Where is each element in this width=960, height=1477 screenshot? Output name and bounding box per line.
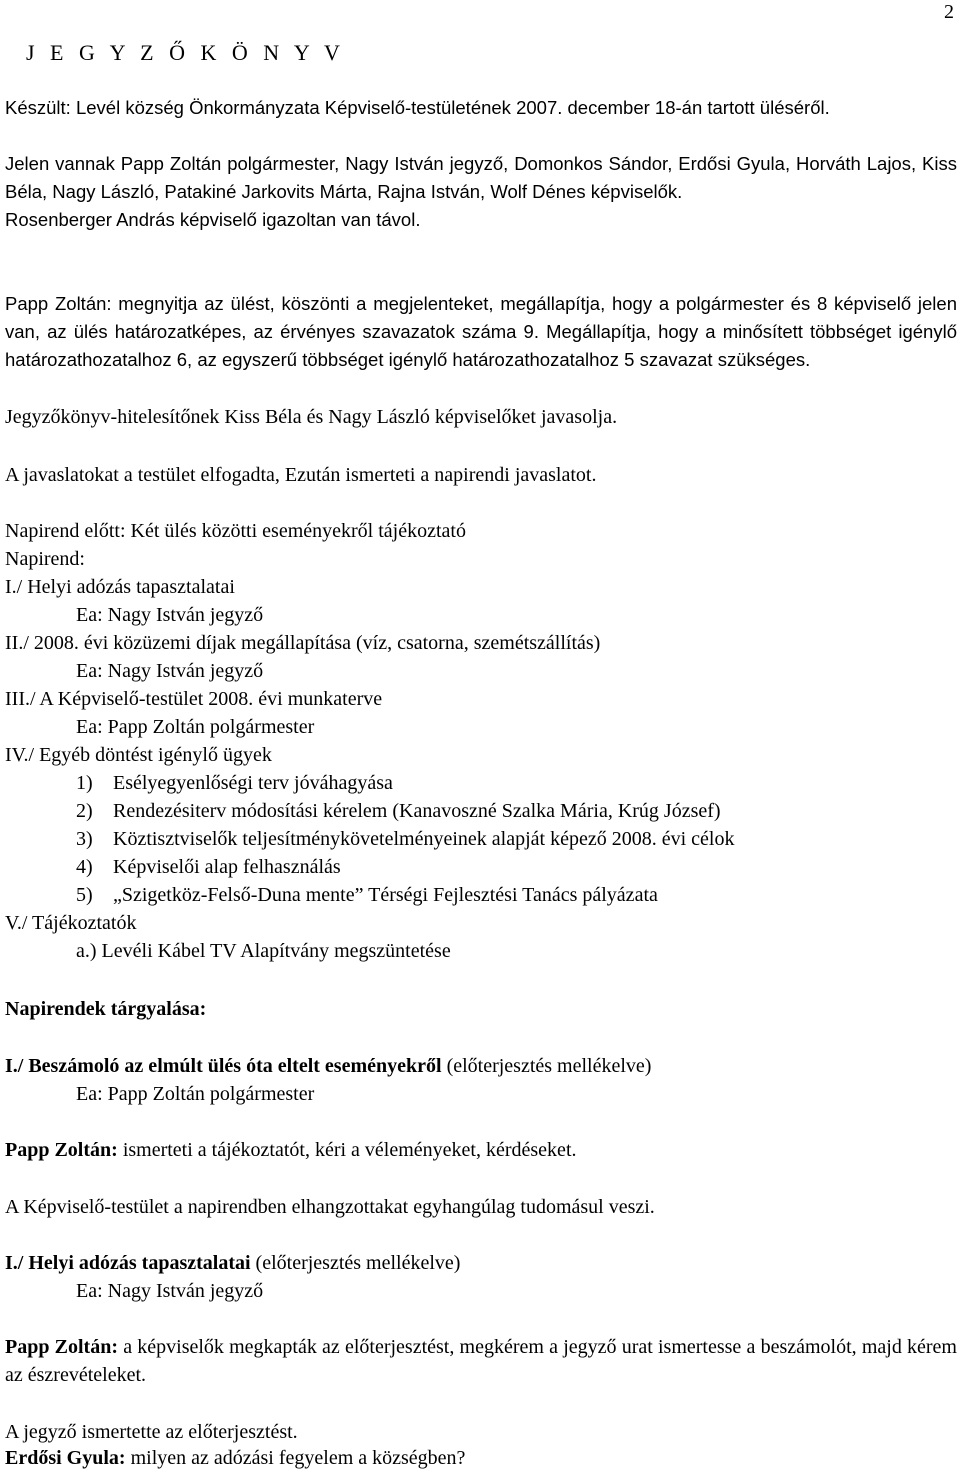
accepted-text: A javaslatokat a testület elfogadta, Ezután ismerteti a napirendi javaslatot.	[5, 464, 597, 486]
opening-certifiers: Jegyzőkönyv-hitelesítőnek Kiss Béla és Nagy László képviselőket javasolja.	[5, 406, 618, 428]
item-number: 5)	[76, 884, 93, 906]
agenda-iv-item	[76, 825, 956, 853]
speech-text: ismerteti a tájékoztatót, kéri a véleményeket, kérdéseket.	[117, 1139, 577, 1161]
speaker-name: Papp Zoltán:	[5, 1336, 118, 1358]
section-2-title-bold: I./ Helyi adózás tapasztalatai	[5, 1252, 251, 1274]
item-text: Rendezésiterv módosítási kérelem (Kanavoszné Szalka Mária, Krúg József)	[113, 800, 721, 822]
section-1-title	[5, 1052, 957, 1080]
item-text: Köztisztviselők teljesítménykövetelményeinek alapját képező 2008. évi célok	[113, 828, 735, 850]
speaker-name: Erdősi Gyula:	[5, 1447, 126, 1469]
agenda-v-item: a.) Levéli Kábel TV Alapítvány megszüntetése	[76, 940, 451, 962]
page-number: 2	[944, 1, 954, 23]
speech-text: a képviselők megkapták az előterjesztést, megkérem a jegyző urat ismertesse a beszámolót, majd kérem az észrevételeket.	[5, 1336, 957, 1386]
agenda-v-title: V./ Tájékoztatók	[5, 912, 137, 934]
item-text: Esélyegyenlőségi terv jóváhagyása	[113, 772, 393, 794]
agenda-iii-title: III./ A Képviselő-testület 2008. évi munkaterve	[5, 688, 383, 710]
section-2-presenter: Ea: Nagy István jegyző	[76, 1280, 264, 1302]
section-2-speech	[5, 1333, 957, 1389]
item-number: 4)	[76, 856, 93, 878]
item-number: 3)	[76, 828, 93, 850]
agenda-label: Napirend:	[5, 548, 85, 570]
intro-absent: Rosenberger András képviselő igazoltan van távol.	[5, 209, 421, 230]
item-number: 2)	[76, 800, 93, 822]
section-2-question	[5, 1444, 957, 1472]
opening-text: Papp Zoltán: megnyitja az ülést, köszönti a megjelenteket, megállapítja, hogy a polgármester és 8 képviselő jelen van, az ülés határozatképes, az érvényes szavazatok száma 9. Megállapítja, hogy a minősített többséget igénylő határozathozatalhoz 6, az egyszerű többséget igénylő határozathozatalhoz 5 szavazat szükséges.	[5, 293, 957, 370]
intro-made: Készült: Levél község Önkormányzata Képviselő-testületének 2007. december 18-án tartott üléséről.	[5, 97, 830, 118]
agenda-before: Napirend előtt: Két ülés közötti eseményekről tájékoztató	[5, 520, 466, 542]
section-1-speech	[5, 1136, 957, 1164]
speaker-name: Papp Zoltán:	[5, 1139, 118, 1161]
item-text: Képviselői alap felhasználás	[113, 856, 341, 878]
agenda-iv-item	[76, 853, 956, 881]
agenda-i-presenter: Ea: Nagy István jegyző	[76, 604, 264, 626]
item-number: 1)	[76, 772, 93, 794]
section-2-title-note: (előterjesztés mellékelve)	[250, 1252, 461, 1274]
item-text: „Szigetköz-Felső-Duna mente” Térségi Fejlesztési Tanács pályázata	[113, 884, 658, 906]
section-2-note: A jegyző ismertette az előterjesztést.	[5, 1421, 298, 1443]
section-1-title-bold: I./ Beszámoló az elmúlt ülés óta eltelt eseményekről	[5, 1055, 442, 1077]
agenda-iv-list	[76, 769, 956, 909]
discussion-heading: Napirendek tárgyalása:	[5, 998, 207, 1020]
agenda-iii-presenter: Ea: Papp Zoltán polgármester	[76, 716, 315, 738]
section-1-result: A Képviselő-testület a napirendben elhangzottakat egyhangúlag tudomásul veszi.	[5, 1196, 655, 1218]
agenda-iv-item	[76, 881, 956, 909]
agenda-iv-item	[76, 797, 956, 825]
speech-text: milyen az adózási fegyelem a községben?	[125, 1447, 466, 1469]
agenda-iv-item	[76, 769, 956, 797]
section-2-title	[5, 1249, 957, 1277]
document-title: J E G Y Z Ő K Ö N Y V	[26, 40, 345, 65]
agenda-iv-title: IV./ Egyéb döntést igénylő ügyek	[5, 744, 272, 766]
intro-present: Jelen vannak Papp Zoltán polgármester, Nagy István jegyző, Domonkos Sándor, Erdősi Gyula, Horváth Lajos, Kiss Béla, Nagy László, Patakiné Jarkovits Márta, Rajna István, Wolf Dénes képviselők.	[5, 153, 957, 202]
section-1-presenter: Ea: Papp Zoltán polgármester	[76, 1083, 315, 1105]
agenda-i-title: I./ Helyi adózás tapasztalatai	[5, 576, 235, 598]
agenda-ii-presenter: Ea: Nagy István jegyző	[76, 660, 264, 682]
section-1-title-note: (előterjesztés mellékelve)	[441, 1055, 652, 1077]
agenda-ii-title: II./ 2008. évi közüzemi díjak megállapítása (víz, csatorna, szemétszállítás)	[5, 632, 601, 654]
